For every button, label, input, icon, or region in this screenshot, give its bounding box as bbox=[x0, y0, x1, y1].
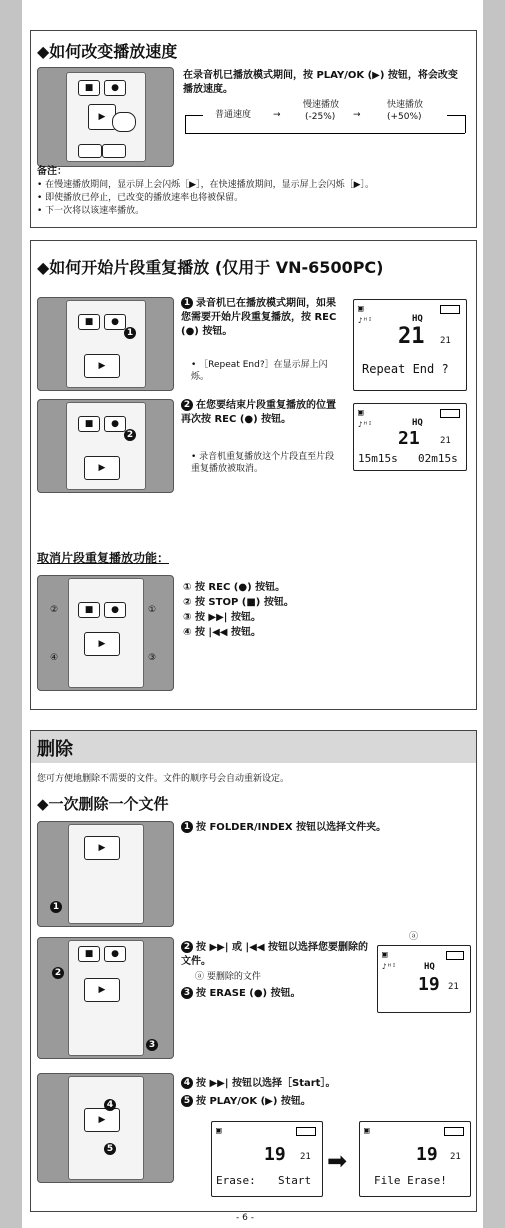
fast-pct: (+50%) bbox=[387, 112, 422, 122]
cancel-step-2: ② 按 STOP (■) 按钮。 bbox=[183, 597, 294, 608]
lcd-repeat-playing: ▣ ♪ᴴᴵ HQ 21 21 15m15s 02m15s bbox=[353, 403, 467, 471]
note-2: • 即使播放已停止，已改变的播放速率也将被保留。 bbox=[37, 193, 244, 203]
device-cancel: ■ ● ▶ ② ① ④ ③ bbox=[37, 575, 174, 691]
delete-step2-note: ⓐ 要删除的文件 bbox=[195, 972, 261, 982]
page-number: - 6 - bbox=[236, 1213, 254, 1223]
step-5-marker-icon: 5 bbox=[104, 1138, 119, 1157]
play-key: ▶ bbox=[88, 104, 116, 130]
delete-step1: 1 按 FOLDER/INDEX 按钮以选择文件夹。 bbox=[181, 821, 471, 835]
cancel-step-1: ① 按 REC (●) 按钮。 bbox=[183, 582, 286, 593]
stop-key: ■ bbox=[78, 80, 100, 96]
cancel-title: 取消片段重复播放功能： bbox=[37, 551, 170, 565]
delete-title: 删除 bbox=[37, 739, 73, 760]
slow-pct: (-25%) bbox=[305, 112, 336, 122]
device-del2: ■ ● ▶ 2 3 bbox=[37, 937, 174, 1059]
speed-desc: 在录音机已播放模式期间，按 PLAY/OK (▶) 按钮，将会改变播放速度。 bbox=[183, 70, 458, 95]
repeat-step1: 1 录音机已在播放模式期间，如果您需要开始片段重复播放，按 REC (●) 按钮。 bbox=[181, 298, 337, 337]
battery-icon bbox=[440, 305, 460, 314]
step-3-marker-icon: 3 bbox=[146, 1034, 161, 1053]
delete-step3: 3 按 ERASE (●) 按钮。 bbox=[181, 987, 371, 1001]
speed-section bbox=[30, 30, 477, 228]
device-step2: ■ ● ▶ 2 bbox=[37, 399, 174, 493]
notes-label: 备注： bbox=[37, 166, 67, 177]
delete-header bbox=[31, 731, 476, 763]
slow-speed: 慢速播放 bbox=[303, 100, 340, 110]
repeat-section bbox=[30, 240, 477, 710]
speed-title: ◆如何改变播放速度 bbox=[37, 42, 178, 61]
rec-key: ● bbox=[104, 80, 126, 96]
speed-flow: 普通速度 → 慢速播放 (-25%) → 快速播放 (+50%) bbox=[181, 103, 471, 143]
step-2-marker-icon: 2 bbox=[124, 424, 139, 443]
device-step1: ■ ● ▶ 1 bbox=[37, 297, 174, 391]
step-4-marker-icon: 4 bbox=[104, 1094, 119, 1113]
normal-speed: 普通速度 bbox=[215, 110, 252, 120]
arrow-right-icon: ➡ bbox=[327, 1147, 348, 1175]
delete-subtitle: ◆一次删除一个文件 bbox=[37, 795, 169, 813]
step-1-marker-icon: 1 bbox=[124, 322, 139, 341]
repeat-step1-note: • ［Repeat End?］在显示屏上闪烁。 bbox=[191, 360, 328, 382]
lcd-callout-a: ⓐ bbox=[409, 932, 419, 942]
delete-section bbox=[30, 730, 477, 1212]
device-del1: ▶ 1 bbox=[37, 821, 174, 927]
lcd-repeat-end: ▣ ♪ᴴᴵ HQ 21 21 Repeat End ? bbox=[353, 299, 467, 391]
lcd-file-erase: ▣ 19 21 File Erase! bbox=[359, 1121, 471, 1197]
delete-step2: 2 按 ▶▶| 或 |◀◀ 按钮以选择您要删除的文件。 bbox=[181, 942, 368, 967]
cancel-step-3: ③ 按 ▶▶| 按钮。 bbox=[183, 612, 261, 623]
lcd-erase-start: ▣ 19 21 Erase: Start bbox=[211, 1121, 323, 1197]
device-del3: ▶ 4 5 bbox=[37, 1073, 174, 1183]
delete-step5: 5 按 PLAY/OK (▶) 按钮。 bbox=[181, 1095, 311, 1109]
device-illustration bbox=[37, 67, 174, 167]
repeat-step2: 2 在您要结束片段重复播放的位置再次按 REC (●) 按钮。 bbox=[181, 400, 336, 425]
note-3: • 下一次将以该速率播放。 bbox=[37, 206, 145, 216]
step-2-marker-icon: 2 bbox=[52, 962, 67, 981]
lcd-select-file: ▣ ♪ᴴᴵ HQ 19 21 bbox=[377, 945, 471, 1013]
delete-intro: 您可方便地删除不需要的文件。文件的顺序号会自动重新设定。 bbox=[37, 774, 290, 784]
repeat-title: ◆如何开始片段重复播放 (仅用于 VN-6500PC) bbox=[37, 258, 384, 277]
delete-step4: 4 按 ▶▶| 按钮以选择［Start］。 bbox=[181, 1077, 335, 1091]
hand-icon bbox=[112, 112, 136, 132]
page bbox=[22, 0, 483, 1228]
note-1: • 在慢速播放期间，显示屏上会闪烁［▶］，在快速播放期间，显示屏上会闪烁［▶］。 bbox=[37, 180, 375, 190]
fast-speed: 快速播放 bbox=[387, 100, 424, 110]
step-1-marker-icon: 1 bbox=[50, 896, 65, 915]
repeat-step2-note: • 录音机重复播放这个片段直至片段重复播放被取消。 bbox=[191, 452, 335, 474]
cancel-step-4: ④ 按 |◀◀ 按钮。 bbox=[183, 627, 261, 638]
